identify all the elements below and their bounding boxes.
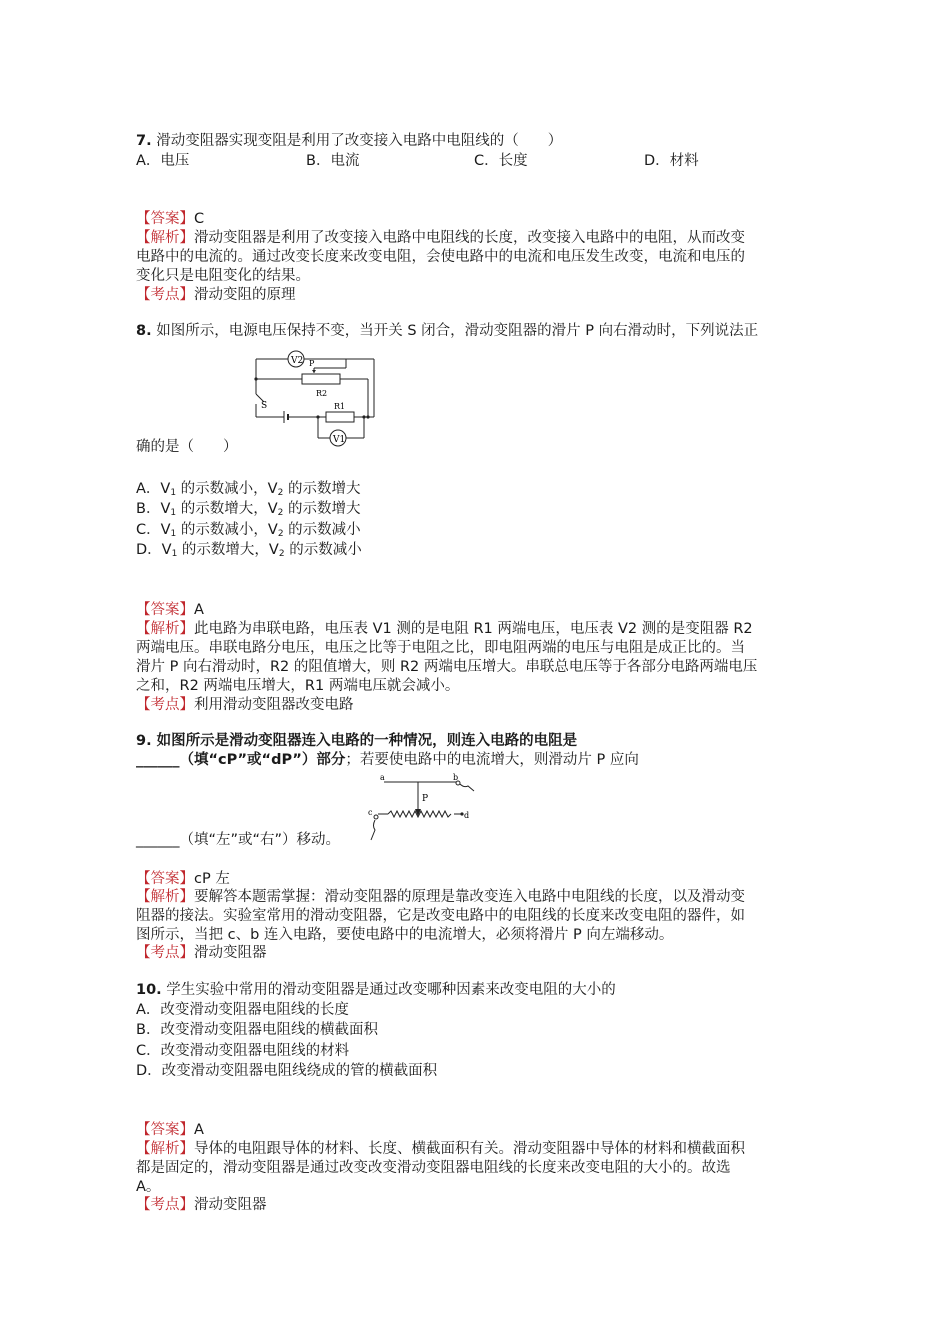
q9-stem xyxy=(136,732,577,751)
q7-stem xyxy=(136,132,562,151)
point-text: 滑动变阻器 xyxy=(194,945,267,961)
q9-stem-rest: ；若要使电路中的电流增大，则滑动片 P 应向 xyxy=(345,752,639,768)
q10-option-c: C．改变滑动变阻器电阻线的材料 xyxy=(136,1043,350,1059)
q8-option-a: A．$V_1$ 的示数减小，$V_2$ 的示数增大 xyxy=(136,481,361,498)
a-label: a xyxy=(380,773,385,782)
point-tag: 【考点】 xyxy=(136,287,194,303)
q7-options xyxy=(136,152,836,171)
q8-number: 8. xyxy=(136,323,152,339)
answer-value: A xyxy=(194,602,204,618)
c-label: c xyxy=(368,808,373,817)
q8-stem-text: 如图所示，电源电压保持不变，当开关 S 闭合，滑动变阻器的滑片 P 向右滑动时，下列说法正 xyxy=(156,323,759,339)
q9-stem-text: 如图所示是滑动变阻器连入电路的一种情况，则连入电路的电阻是 xyxy=(156,733,578,749)
answer-value: cP 左 xyxy=(194,871,230,887)
point-text: 滑动变阻的原理 xyxy=(194,287,296,303)
q7-number: 7. xyxy=(136,133,152,149)
d-label: d xyxy=(464,811,470,820)
q8-stem xyxy=(136,322,758,341)
v1-label: V1 xyxy=(333,435,346,445)
q8-stem-cont: 确的是（ ） xyxy=(136,439,238,455)
point-tag: 【考点】 xyxy=(136,1197,194,1213)
analysis-tag: 【解析】 xyxy=(136,621,194,637)
p-label: P xyxy=(422,794,429,804)
answer-tag: 【答案】 xyxy=(136,211,194,227)
q10-option-a: A．改变滑动变阻器电阻线的长度 xyxy=(136,1002,349,1018)
q9-fill-hint: （填“cP”或“dP”）部分 xyxy=(179,752,346,768)
q9-analysis-1 xyxy=(136,888,745,907)
q10-analysis-2: 都是固定的，滑动变阻器是通过改变改变滑动变阻器电阻线的长度来改变电阻的大小的。故选 xyxy=(136,1160,731,1176)
analysis-text: 导体的电阻跟导体的材料、长度、横截面积有关。滑动变阻器中导体的材料和横截面积 xyxy=(194,1141,745,1157)
analysis-text: 滑动变阻器是利用了改变接入电路中电阻线的长度，改变接入电路中的电阻，从而改变 xyxy=(194,230,745,246)
answer-value: C xyxy=(194,211,205,227)
q7-option-a: A．电压 xyxy=(136,153,190,169)
q9-blank-2: ______ xyxy=(136,832,180,848)
q8-answer xyxy=(136,601,204,620)
q7-analysis-2: 电路中的电流的。通过改变长度来改变电阻，会使电路中的电流和电压发生改变，电流和电压的 xyxy=(136,249,745,265)
q10-number: 10. xyxy=(136,982,162,998)
r1-label: R1 xyxy=(334,402,346,411)
q9-answer xyxy=(136,870,230,889)
r2-label: R2 xyxy=(316,389,328,398)
q8-analysis-4: 之和，R2 两端电压增大，R1 两端电压就会减小。 xyxy=(136,678,460,694)
q10-point xyxy=(136,1196,267,1215)
q9-stem-line3 xyxy=(136,831,340,850)
q10-analysis-1 xyxy=(136,1140,745,1159)
p-label: P xyxy=(309,359,315,368)
q8-option-c: C．$V_1$ 的示数减小，$V_2$ 的示数减小 xyxy=(136,522,361,539)
q10-analysis-3: A。 xyxy=(136,1179,161,1195)
q10-stem-text: 学生实验中常用的滑动变阻器是通过改变哪种因素来改变电阻的大小的 xyxy=(166,982,616,998)
q8-option-b: B．$V_1$ 的示数增大，$V_2$ 的示数增大 xyxy=(136,501,361,518)
q10-stem xyxy=(136,981,616,1000)
q7-option-b: B．电流 xyxy=(306,153,360,169)
q9-analysis-2: 阻器的接法。实验室常用的滑动变阻器，它是改变电路中的电阻线的长度来改变电阻的器件，如 xyxy=(136,908,745,924)
q10-option-d: D．改变滑动变阻器电阻线绕成的管的横截面积 xyxy=(136,1063,438,1079)
q7-analysis-3: 变化只是电阻变化的结果。 xyxy=(136,268,310,284)
analysis-tag: 【解析】 xyxy=(136,1141,194,1157)
q7-point xyxy=(136,286,296,305)
q9-blank-1: ______ xyxy=(136,752,180,768)
q9-fill-hint-2: （填“左”或“右”）移动。 xyxy=(179,832,341,848)
answer-tag: 【答案】 xyxy=(136,602,194,618)
q7-option-c: C．长度 xyxy=(474,153,528,169)
analysis-tag: 【解析】 xyxy=(136,230,194,246)
analysis-tag: 【解析】 xyxy=(136,889,194,905)
q7-option-d: D．材料 xyxy=(644,153,699,169)
q9-point xyxy=(136,944,267,963)
q9-stem-line2 xyxy=(136,751,639,770)
q7-answer xyxy=(136,210,204,229)
q7-analysis-1 xyxy=(136,229,745,248)
answer-tag: 【答案】 xyxy=(136,1122,194,1138)
q9-number: 9. xyxy=(136,733,152,749)
analysis-text: 此电路为串联电路，电压表 V1 测的是电阻 R1 两端电压，电压表 V2 测的是变阻器 R2 xyxy=(194,621,753,637)
v2-label: V2 xyxy=(291,356,304,366)
b-label: b xyxy=(453,773,459,782)
q9-rheostat-diagram xyxy=(364,772,480,844)
answer-tag: 【答案】 xyxy=(136,871,194,887)
q8-circuit-diagram xyxy=(242,344,382,450)
point-tag: 【考点】 xyxy=(136,945,194,961)
answer-value: A xyxy=(194,1122,204,1138)
q8-analysis-3: 滑片 P 向右滑动时，R2 的阻值增大，则 R2 两端电压增大。串联总电压等于各部分电路两端电压 xyxy=(136,659,758,675)
q8-analysis-2: 两端电压。串联电路分电压，电压之比等于电阻之比，即电阻两端的电压与电阻是成正比的。当 xyxy=(136,640,745,656)
q10-answer xyxy=(136,1121,204,1140)
point-text: 利用滑动变阻器改变电路 xyxy=(194,697,354,713)
q9-analysis-3: 图所示，当把 c、b 连入电路，要使电路中的电流增大，必须将滑片 P 向左端移动。 xyxy=(136,927,674,943)
point-tag: 【考点】 xyxy=(136,697,194,713)
q10-option-b: B．改变滑动变阻器电阻线的横截面积 xyxy=(136,1022,378,1038)
point-text: 滑动变阻器 xyxy=(194,1197,267,1213)
analysis-text: 要解答本题需掌握：滑动变阻器的原理是靠改变连入电路中电阻线的长度，以及滑动变 xyxy=(194,889,745,905)
q7-stem-text: 滑动变阻器实现变阻是利用了改变接入电路中电阻线的（ ） xyxy=(156,133,563,149)
q8-option-d: D．$V_1$ 的示数增大，$V_2$ 的示数减小 xyxy=(136,542,362,559)
q8-point xyxy=(136,696,354,715)
q8-analysis-1 xyxy=(136,620,753,639)
s-label: S xyxy=(261,401,268,411)
